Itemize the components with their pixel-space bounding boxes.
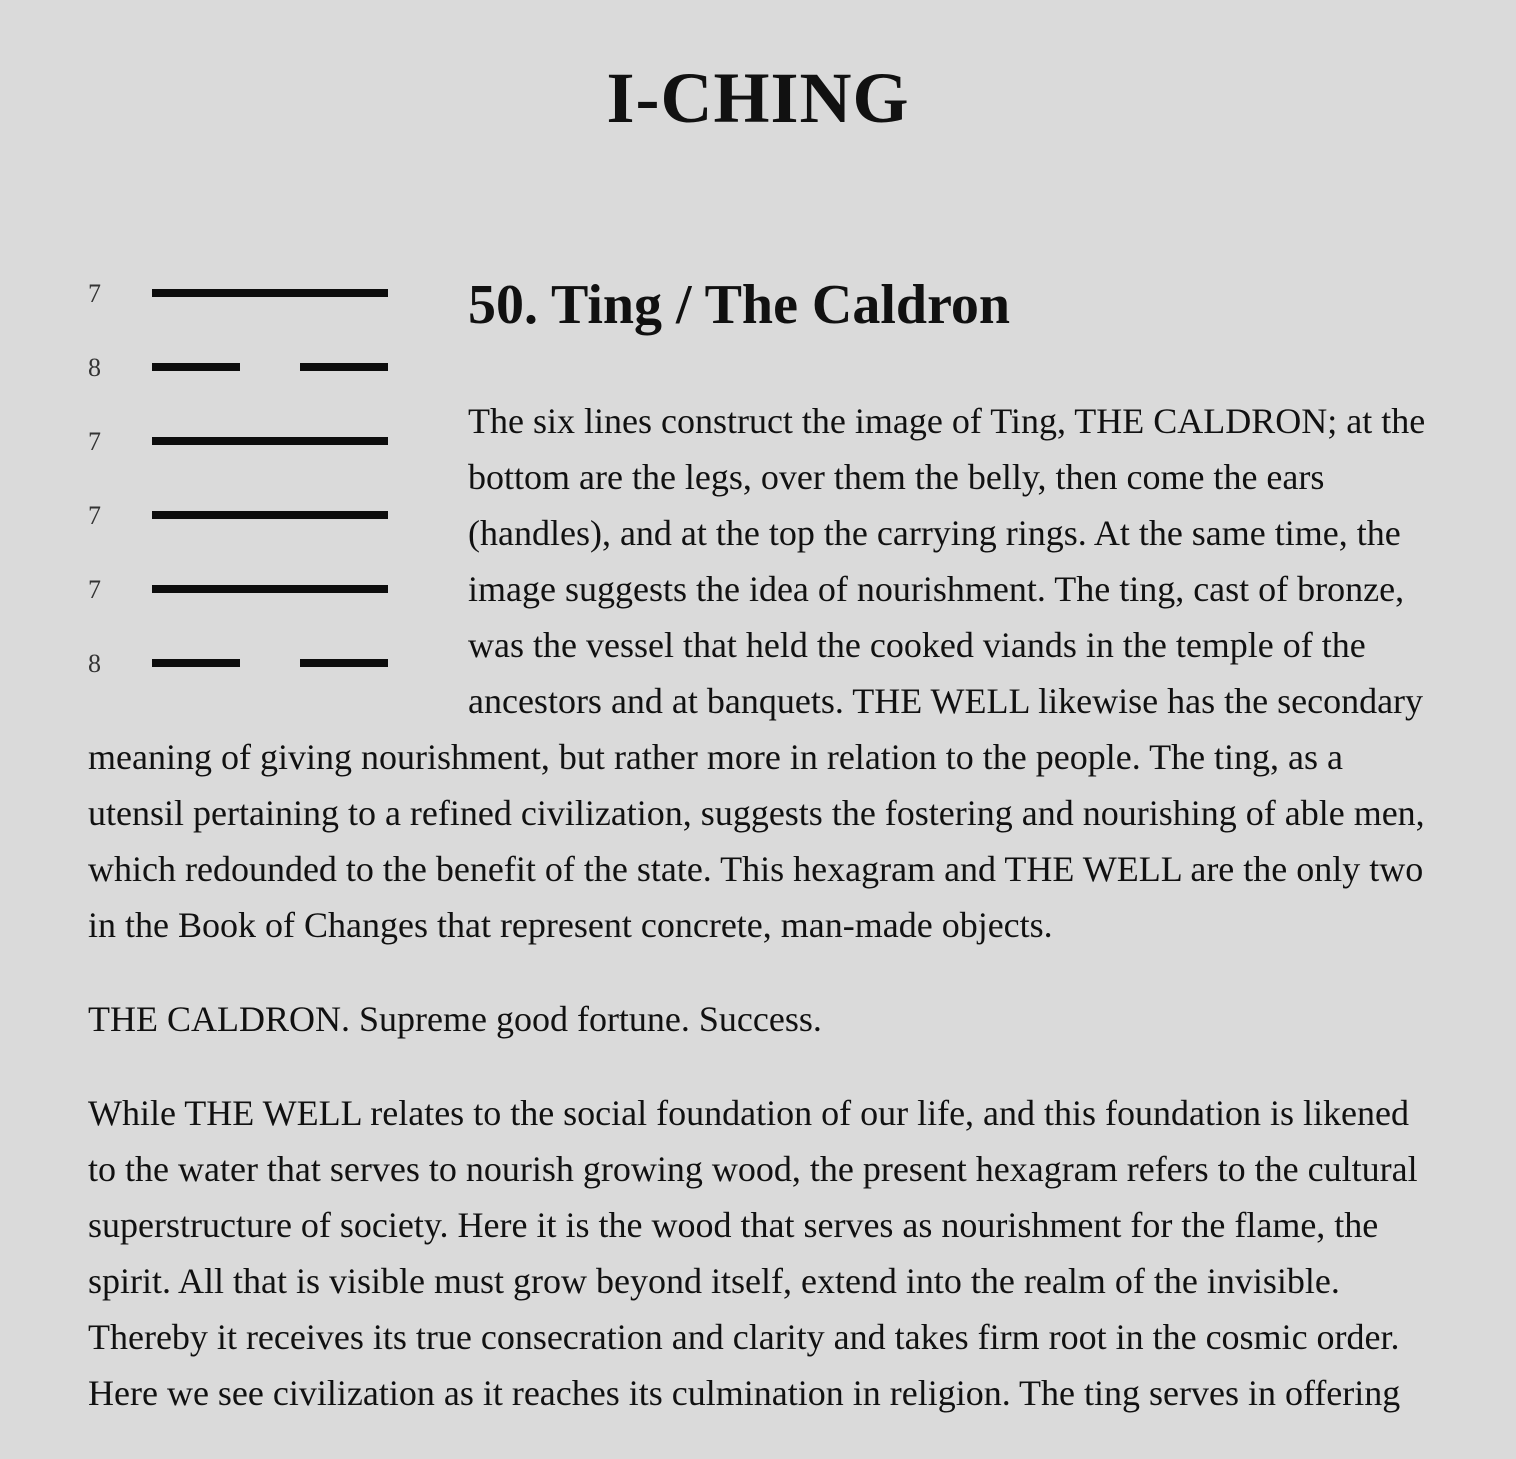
hexagram-title: 50. Ting / The Caldron [468,274,1011,336]
broken-line-right [300,659,388,667]
hexagram-line [88,477,388,551]
hexagram-line [88,403,388,477]
hexagram-line [88,551,388,625]
solid-line [152,585,388,593]
line-number: 7 [88,427,101,456]
line-number: 7 [88,575,101,604]
line-number: 8 [88,649,101,678]
judgment-paragraph: THE CALDRON. Supreme good fortune. Success. [88,998,822,1039]
broken-line-left [152,659,240,667]
line-number: 7 [88,501,101,530]
commentary-paragraph: The six lines construct the image of Ting, THE CALDRON; at the bottom are the legs, over them the belly, then come the ears (handles), and at the top the carrying rings. At the same time, the image suggests the idea of nourishment. The ting, cast of bronze, was the vessel that held the cooked viands in the temple of the ancestors and at banquets. THE WELL likewise has the secondary meaning of giving nourishment, but rather more in relation to the people. The ting, as a utensil pertaining to a refined civilization, suggests the fostering and nourishing of able men, which redounded to the benefit of the state. This hexagram and THE WELL are the only two in the Book of Changes that represent concrete, man-made objects. [88,400,1426,945]
broken-line-right [300,363,388,371]
line-number: 8 [88,353,101,382]
commentary-paragraph: While THE WELL relates to the social foundation of our life, and this foundation is likened to the water that serves to nourish growing wood, the present hexagram refers to the cultural superstructure of society. Here it is the wood that serves as nourishment for the flame, the spirit. All that is visible must grow beyond itself, extend into the realm of the invisible. Thereby it receives its true consecration and clarity and takes firm root in the cosmic order. Here we see civilization as it reaches its culmination in religion. The ting serves in offering [88,1092,1418,1413]
reading-content [88,255,1433,1459]
hexagram-line [88,255,388,329]
solid-line [152,289,388,297]
hexagram-line [88,625,388,699]
hexagram-figure [88,255,388,695]
hexagram-line [88,329,388,403]
solid-line [152,511,388,519]
broken-line-left [152,363,240,371]
solid-line [152,437,388,445]
app-title: I-CHING [606,58,910,138]
line-number: 7 [88,279,101,308]
